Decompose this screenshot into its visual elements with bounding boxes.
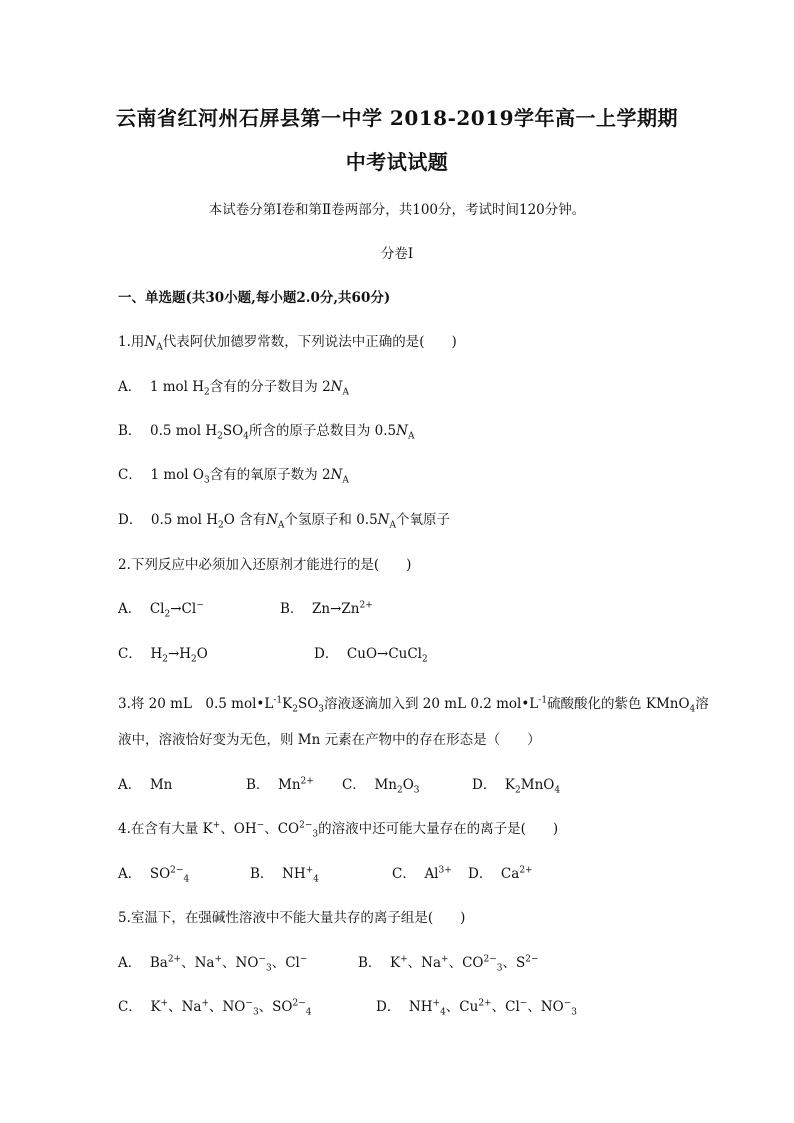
question-3-option-b: B． $Mn^{2+}$ [246,776,314,793]
question-3-option-c: C． $Mn_2O_3$ [342,777,420,796]
question-4-stem: 4.在含有大量 K+、OH−、$CO^{2-}_3$的溶液中还可能大量存在的离子是( ) [118,820,559,840]
question-1-option-b: B． 0.5 mol $H_2SO_4$所含的原子总数目为 $0.5N_A$ [118,423,415,442]
question-2-option-d: D． CuO→CuCl$_2$ [314,646,428,665]
question-5-option-d: D． $NH^+_4$、$Cu^{2+}$、Cl−、$NO^-_3$ [376,998,577,1018]
question-5-stem: 5.室温下，在强碱性溶液中不能大量共存的离子组是( ) [118,910,466,926]
question-4-option-a: A． $SO^{2-}_4$ [118,865,190,885]
section-heading: 一、单选题(共30小题,每小题2.0分,共60分) [118,290,391,306]
question-3-stem-line-2: 液中，溶液恰好变为无色，则 Mn 元素在产物中的存在形态是（ ） [118,732,541,748]
question-1-stem: 1.用$N_A$代表阿伏加德罗常数，下列说法中正确的是( ) [118,334,457,353]
question-3-option-d: D． $K_2MnO_4$ [472,777,561,796]
question-2-stem: 2.下列反应中必须加入还原剂才能进行的是( ) [118,557,412,573]
question-4-option-d: D． $Ca^{2+}$ [468,865,533,882]
question-5-option-c: C． K+、Na+、$NO^-_3$、$SO^{2-}_4$ [118,998,312,1018]
question-5-option-b: B． K+、Na+、$CO^{2-}_3$、$S^{2-}$ [358,954,539,974]
question-4-option-c: C． $Al^{3+}$ [392,865,452,882]
question-3-stem-line-1: 3.将 20 mL 0.5 $mol•L^{-1}K_2SO_3$溶液逐滴加入到 20 mL 0.2 $mol•L^{-1}$硫酸酸化的紫色 KMnO$_4$溶 [118,695,709,715]
doc-title-line-2: 中考试试题 [345,150,449,174]
question-2-option-c: C． $H_2\to H_2O$ [118,646,208,665]
question-1-option-c: C． 1 mol $O_3$含有的氧原子数为 $2N_A$ [118,467,349,486]
exam-intro: 本试卷分第Ⅰ卷和第Ⅱ卷两部分，共100分，考试时间120分钟。 [208,202,586,218]
question-2-option-a: A． $Cl_2\to Cl^-$ [118,600,204,620]
question-3-option-a: A． Mn [118,777,173,793]
question-1-option-d: D． 0.5 mol $H_2O$ 含有$N_A$个氢原子和 $0.5N_A$个氧原子 [118,512,450,531]
volume-label: 分卷Ⅰ [380,246,414,262]
doc-title-line-1: 云南省红河州石屏县第一中学 2018-2019学年高一上学期期 [115,106,679,130]
question-4-option-b: B． $NH^+_4$ [250,865,319,885]
question-5-option-a: A． $Ba^{2+}$、Na+、$NO^-_3$、Cl− [118,954,308,974]
question-1-option-a: A． 1 mol $H_2$含有的分子数目为 $2N_A$ [118,379,349,398]
question-2-option-b: B． $Zn\to Zn^{2+}$ [280,600,373,617]
